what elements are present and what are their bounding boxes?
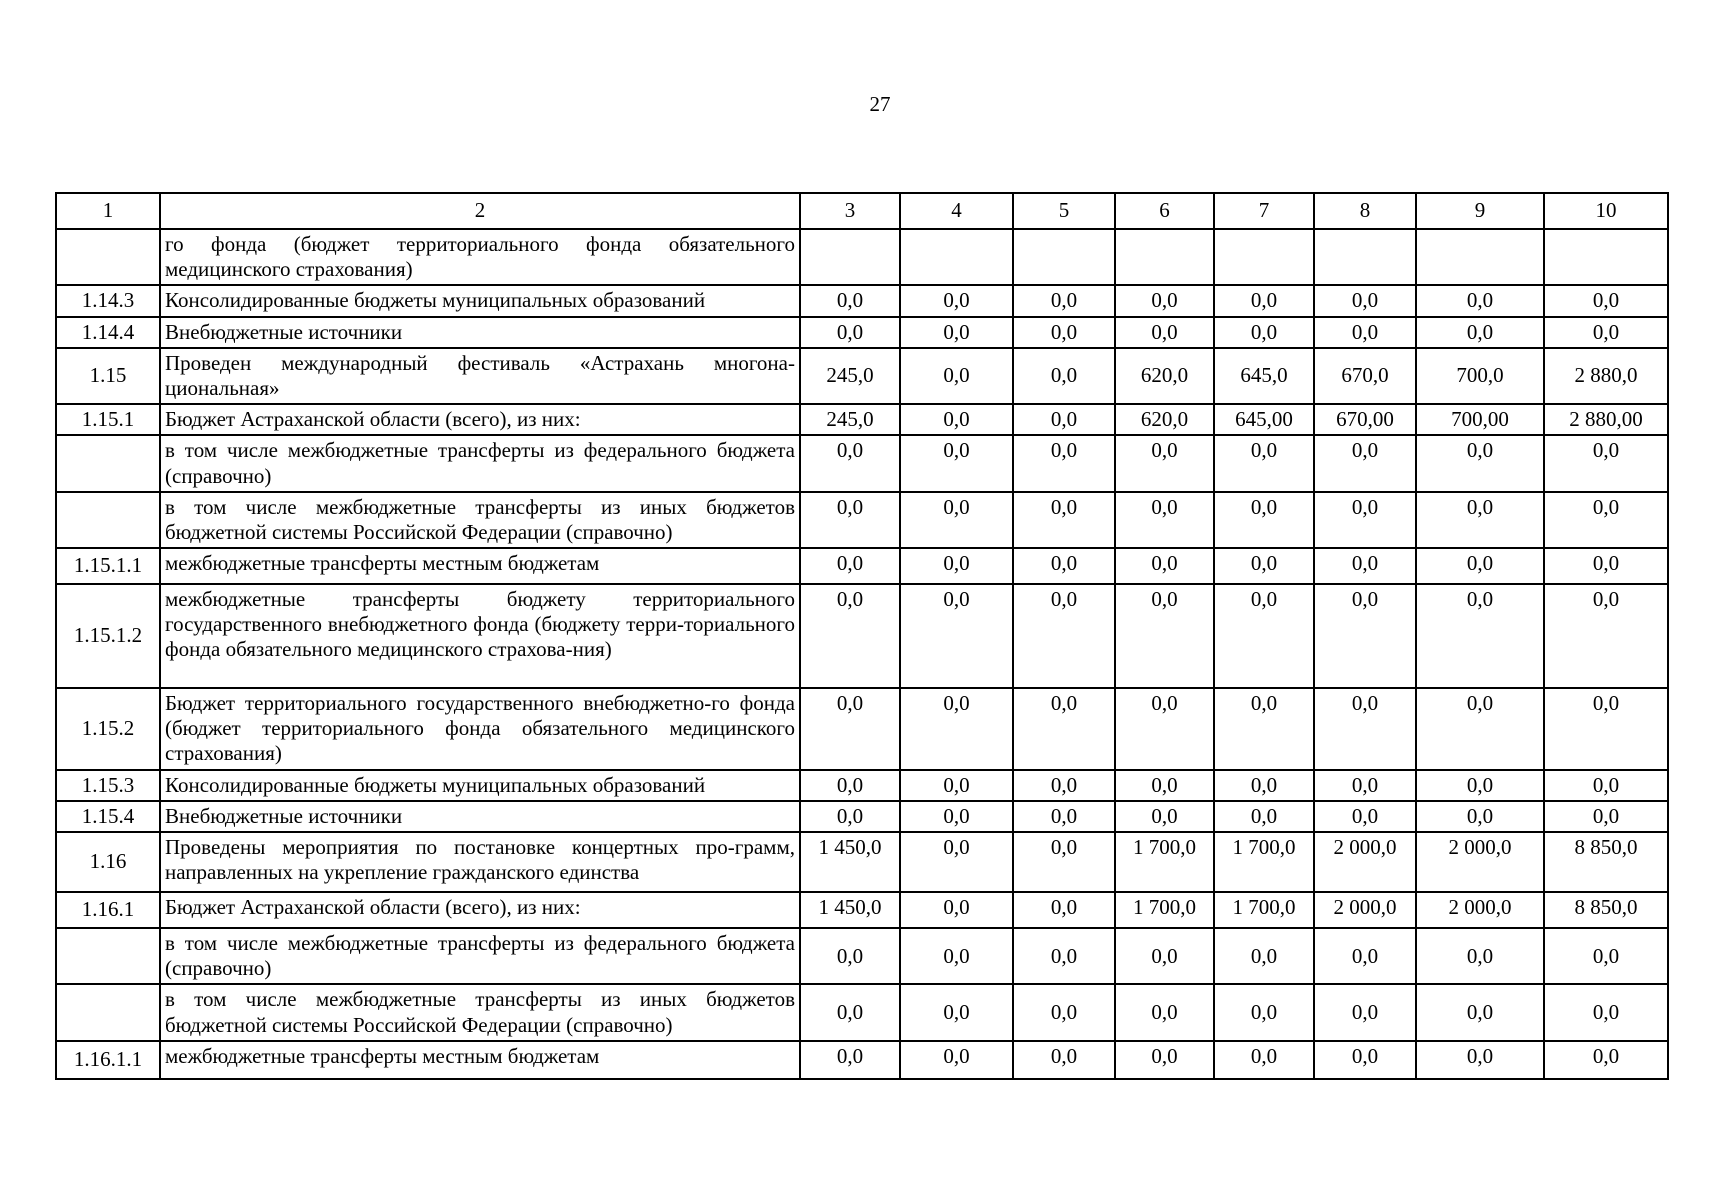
value-cell-col-7: 0,0 bbox=[1214, 984, 1314, 1040]
value-cell-col-7: 645,0 bbox=[1214, 348, 1314, 404]
value-cell-col-10: 0,0 bbox=[1544, 1041, 1668, 1079]
value-cell-col-9: 0,0 bbox=[1416, 770, 1544, 801]
value-cell-col-3: 0,0 bbox=[800, 492, 900, 548]
value-cell-col-7: 0,0 bbox=[1214, 770, 1314, 801]
row-name: в том числе межбюджетные трансферты из федерального бюджета (справочно) bbox=[160, 928, 800, 984]
row-name: межбюджетные трансферты бюджету территориального государственного внебюджетного фонда (бюджету терри-ториального фонда обязательного медицинского страхова-ния) bbox=[160, 584, 800, 688]
value-cell-col-3: 0,0 bbox=[800, 435, 900, 491]
budget-table-container bbox=[55, 192, 1667, 1080]
row-name: Консолидированные бюджеты муниципальных образований bbox=[160, 770, 800, 801]
value-cell-col-4: 0,0 bbox=[900, 801, 1013, 832]
value-cell-col-10: 0,0 bbox=[1544, 285, 1668, 316]
value-cell-col-6 bbox=[1115, 229, 1214, 285]
value-cell-col-10 bbox=[1544, 229, 1668, 285]
value-cell-col-9: 0,0 bbox=[1416, 984, 1544, 1040]
value-cell-col-7: 0,0 bbox=[1214, 928, 1314, 984]
table-row bbox=[56, 348, 1668, 404]
row-code: 1.15.4 bbox=[56, 801, 160, 832]
value-cell-col-5: 0,0 bbox=[1013, 435, 1115, 491]
value-cell-col-5: 0,0 bbox=[1013, 492, 1115, 548]
value-cell-col-8: 0,0 bbox=[1314, 770, 1416, 801]
value-cell-col-10: 8 850,0 bbox=[1544, 892, 1668, 928]
page-number: 27 bbox=[869, 92, 891, 116]
value-cell-col-8: 0,0 bbox=[1314, 688, 1416, 770]
value-cell-col-9: 0,0 bbox=[1416, 548, 1544, 584]
value-cell-col-8: 0,0 bbox=[1314, 984, 1416, 1040]
value-cell-col-3: 0,0 bbox=[800, 770, 900, 801]
value-cell-col-9: 0,0 bbox=[1416, 435, 1544, 491]
value-cell-col-6: 0,0 bbox=[1115, 801, 1214, 832]
value-cell-col-3: 0,0 bbox=[800, 688, 900, 770]
value-cell-col-8 bbox=[1314, 229, 1416, 285]
value-cell-col-5: 0,0 bbox=[1013, 317, 1115, 348]
value-cell-col-8: 2 000,0 bbox=[1314, 892, 1416, 928]
value-cell-col-10: 0,0 bbox=[1544, 688, 1668, 770]
value-cell-col-6: 620,0 bbox=[1115, 404, 1214, 435]
table-row bbox=[56, 285, 1668, 316]
row-name: межбюджетные трансферты местным бюджетам bbox=[160, 1041, 800, 1079]
row-code: 1.14.4 bbox=[56, 317, 160, 348]
value-cell-col-5: 0,0 bbox=[1013, 548, 1115, 584]
value-cell-col-8: 0,0 bbox=[1314, 548, 1416, 584]
value-cell-col-3: 0,0 bbox=[800, 548, 900, 584]
value-cell-col-9: 0,0 bbox=[1416, 285, 1544, 316]
value-cell-col-6: 0,0 bbox=[1115, 548, 1214, 584]
value-cell-col-9 bbox=[1416, 229, 1544, 285]
value-cell-col-6: 1 700,0 bbox=[1115, 892, 1214, 928]
table-row bbox=[56, 317, 1668, 348]
value-cell-col-7: 0,0 bbox=[1214, 801, 1314, 832]
value-cell-col-8: 2 000,0 bbox=[1314, 832, 1416, 892]
value-cell-col-3: 245,0 bbox=[800, 348, 900, 404]
table-row bbox=[56, 801, 1668, 832]
column-header-8: 8 bbox=[1314, 193, 1416, 229]
value-cell-col-6: 0,0 bbox=[1115, 317, 1214, 348]
table-row bbox=[56, 435, 1668, 491]
value-cell-col-7: 0,0 bbox=[1214, 688, 1314, 770]
header-row bbox=[56, 193, 1668, 229]
value-cell-col-4: 0,0 bbox=[900, 548, 1013, 584]
value-cell-col-7: 0,0 bbox=[1214, 435, 1314, 491]
row-code: 1.15.1.1 bbox=[56, 548, 160, 584]
value-cell-col-9: 2 000,0 bbox=[1416, 892, 1544, 928]
value-cell-col-9: 700,00 bbox=[1416, 404, 1544, 435]
table-row bbox=[56, 548, 1668, 584]
value-cell-col-4: 0,0 bbox=[900, 928, 1013, 984]
row-code bbox=[56, 928, 160, 984]
value-cell-col-8: 0,0 bbox=[1314, 317, 1416, 348]
column-header-6: 6 bbox=[1115, 193, 1214, 229]
row-name: Проведен международный фестиваль «Астрахань многона-циональная» bbox=[160, 348, 800, 404]
table-body bbox=[56, 229, 1668, 1079]
row-code: 1.15.1.2 bbox=[56, 584, 160, 688]
value-cell-col-7 bbox=[1214, 229, 1314, 285]
value-cell-col-9: 0,0 bbox=[1416, 584, 1544, 688]
value-cell-col-3: 0,0 bbox=[800, 1041, 900, 1079]
column-header-10: 10 bbox=[1544, 193, 1668, 229]
value-cell-col-4: 0,0 bbox=[900, 984, 1013, 1040]
value-cell-col-3: 1 450,0 bbox=[800, 892, 900, 928]
value-cell-col-7: 1 700,0 bbox=[1214, 832, 1314, 892]
row-name: в том числе межбюджетные трансферты из иных бюджетов бюджетной системы Российской Федерации (справочно) bbox=[160, 492, 800, 548]
value-cell-col-6: 0,0 bbox=[1115, 492, 1214, 548]
value-cell-col-4: 0,0 bbox=[900, 317, 1013, 348]
value-cell-col-3: 0,0 bbox=[800, 984, 900, 1040]
value-cell-col-5: 0,0 bbox=[1013, 892, 1115, 928]
value-cell-col-10: 0,0 bbox=[1544, 928, 1668, 984]
value-cell-col-10: 2 880,0 bbox=[1544, 348, 1668, 404]
value-cell-col-4: 0,0 bbox=[900, 404, 1013, 435]
value-cell-col-5 bbox=[1013, 229, 1115, 285]
value-cell-col-7: 1 700,0 bbox=[1214, 892, 1314, 928]
row-name: межбюджетные трансферты местным бюджетам bbox=[160, 548, 800, 584]
table-row bbox=[56, 928, 1668, 984]
table-row bbox=[56, 832, 1668, 892]
column-header-7: 7 bbox=[1214, 193, 1314, 229]
value-cell-col-8: 0,0 bbox=[1314, 584, 1416, 688]
value-cell-col-7: 0,0 bbox=[1214, 584, 1314, 688]
value-cell-col-5: 0,0 bbox=[1013, 688, 1115, 770]
row-name: Бюджет Астраханской области (всего), из них: bbox=[160, 892, 800, 928]
value-cell-col-10: 0,0 bbox=[1544, 548, 1668, 584]
table-row bbox=[56, 770, 1668, 801]
table-row bbox=[56, 1041, 1668, 1079]
value-cell-col-9: 0,0 bbox=[1416, 688, 1544, 770]
value-cell-col-5: 0,0 bbox=[1013, 584, 1115, 688]
column-header-5: 5 bbox=[1013, 193, 1115, 229]
value-cell-col-5: 0,0 bbox=[1013, 404, 1115, 435]
value-cell-col-5: 0,0 bbox=[1013, 1041, 1115, 1079]
row-name: Внебюджетные источники bbox=[160, 801, 800, 832]
row-code: 1.15.1 bbox=[56, 404, 160, 435]
row-code: 1.16.1.1 bbox=[56, 1041, 160, 1079]
value-cell-col-7: 0,0 bbox=[1214, 1041, 1314, 1079]
value-cell-col-9: 2 000,0 bbox=[1416, 832, 1544, 892]
value-cell-col-4: 0,0 bbox=[900, 832, 1013, 892]
value-cell-col-7: 0,0 bbox=[1214, 492, 1314, 548]
value-cell-col-6: 1 700,0 bbox=[1115, 832, 1214, 892]
value-cell-col-3: 1 450,0 bbox=[800, 832, 900, 892]
value-cell-col-5: 0,0 bbox=[1013, 928, 1115, 984]
value-cell-col-10: 0,0 bbox=[1544, 984, 1668, 1040]
value-cell-col-6: 0,0 bbox=[1115, 770, 1214, 801]
value-cell-col-10: 0,0 bbox=[1544, 435, 1668, 491]
value-cell-col-4: 0,0 bbox=[900, 348, 1013, 404]
table-row bbox=[56, 584, 1668, 688]
row-code bbox=[56, 435, 160, 491]
value-cell-col-9: 0,0 bbox=[1416, 492, 1544, 548]
value-cell-col-6: 0,0 bbox=[1115, 984, 1214, 1040]
row-name: Внебюджетные источники bbox=[160, 317, 800, 348]
value-cell-col-9: 0,0 bbox=[1416, 928, 1544, 984]
row-name: в том числе межбюджетные трансферты из иных бюджетов бюджетной системы Российской Федерации (справочно) bbox=[160, 984, 800, 1040]
value-cell-col-10: 2 880,00 bbox=[1544, 404, 1668, 435]
value-cell-col-10: 0,0 bbox=[1544, 584, 1668, 688]
value-cell-col-9: 0,0 bbox=[1416, 801, 1544, 832]
value-cell-col-6: 0,0 bbox=[1115, 1041, 1214, 1079]
value-cell-col-4: 0,0 bbox=[900, 1041, 1013, 1079]
column-header-2: 2 bbox=[160, 193, 800, 229]
value-cell-col-4: 0,0 bbox=[900, 492, 1013, 548]
table-row bbox=[56, 404, 1668, 435]
row-name: Бюджет Астраханской области (всего), из них: bbox=[160, 404, 800, 435]
table-row bbox=[56, 892, 1668, 928]
value-cell-col-9: 0,0 bbox=[1416, 1041, 1544, 1079]
row-code bbox=[56, 492, 160, 548]
value-cell-col-4: 0,0 bbox=[900, 435, 1013, 491]
value-cell-col-3: 0,0 bbox=[800, 584, 900, 688]
value-cell-col-6: 0,0 bbox=[1115, 285, 1214, 316]
value-cell-col-3: 0,0 bbox=[800, 285, 900, 316]
value-cell-col-5: 0,0 bbox=[1013, 285, 1115, 316]
value-cell-col-7: 0,0 bbox=[1214, 317, 1314, 348]
value-cell-col-5: 0,0 bbox=[1013, 348, 1115, 404]
value-cell-col-6: 0,0 bbox=[1115, 688, 1214, 770]
value-cell-col-5: 0,0 bbox=[1013, 832, 1115, 892]
value-cell-col-10: 0,0 bbox=[1544, 492, 1668, 548]
row-code: 1.16 bbox=[56, 832, 160, 892]
value-cell-col-7: 0,0 bbox=[1214, 548, 1314, 584]
value-cell-col-4: 0,0 bbox=[900, 584, 1013, 688]
value-cell-col-6: 0,0 bbox=[1115, 435, 1214, 491]
table-row bbox=[56, 229, 1668, 285]
value-cell-col-4: 0,0 bbox=[900, 770, 1013, 801]
value-cell-col-3: 0,0 bbox=[800, 317, 900, 348]
value-cell-col-5: 0,0 bbox=[1013, 770, 1115, 801]
value-cell-col-8: 0,0 bbox=[1314, 435, 1416, 491]
value-cell-col-8: 0,0 bbox=[1314, 928, 1416, 984]
value-cell-col-5: 0,0 bbox=[1013, 801, 1115, 832]
value-cell-col-6: 0,0 bbox=[1115, 928, 1214, 984]
value-cell-col-8: 0,0 bbox=[1314, 1041, 1416, 1079]
row-code: 1.15 bbox=[56, 348, 160, 404]
value-cell-col-6: 0,0 bbox=[1115, 584, 1214, 688]
row-code: 1.14.3 bbox=[56, 285, 160, 316]
value-cell-col-10: 0,0 bbox=[1544, 317, 1668, 348]
value-cell-col-3: 0,0 bbox=[800, 801, 900, 832]
value-cell-col-9: 0,0 bbox=[1416, 317, 1544, 348]
value-cell-col-4: 0,0 bbox=[900, 285, 1013, 316]
column-header-9: 9 bbox=[1416, 193, 1544, 229]
row-name: Бюджет территориального государственного внебюджетно-го фонда (бюджет территориального фонда обязательного медицинского страхования) bbox=[160, 688, 800, 770]
table-row bbox=[56, 984, 1668, 1040]
value-cell-col-5: 0,0 bbox=[1013, 984, 1115, 1040]
budget-table bbox=[55, 192, 1669, 1080]
row-name: в том числе межбюджетные трансферты из федерального бюджета (справочно) bbox=[160, 435, 800, 491]
row-name: го фонда (бюджет территориального фонда обязательного медицинского страхования) bbox=[160, 229, 800, 285]
value-cell-col-10: 0,0 bbox=[1544, 770, 1668, 801]
column-header-4: 4 bbox=[900, 193, 1013, 229]
value-cell-col-4: 0,0 bbox=[900, 892, 1013, 928]
row-code: 1.15.2 bbox=[56, 688, 160, 770]
value-cell-col-4: 0,0 bbox=[900, 688, 1013, 770]
value-cell-col-10: 0,0 bbox=[1544, 801, 1668, 832]
value-cell-col-3: 0,0 bbox=[800, 928, 900, 984]
table-row bbox=[56, 688, 1668, 770]
row-code: 1.15.3 bbox=[56, 770, 160, 801]
value-cell-col-3: 245,0 bbox=[800, 404, 900, 435]
value-cell-col-8: 670,0 bbox=[1314, 348, 1416, 404]
value-cell-col-9: 700,0 bbox=[1416, 348, 1544, 404]
value-cell-col-8: 0,0 bbox=[1314, 801, 1416, 832]
column-header-3: 3 bbox=[800, 193, 900, 229]
value-cell-col-8: 0,0 bbox=[1314, 492, 1416, 548]
value-cell-col-10: 8 850,0 bbox=[1544, 832, 1668, 892]
value-cell-col-8: 0,0 bbox=[1314, 285, 1416, 316]
value-cell-col-8: 670,00 bbox=[1314, 404, 1416, 435]
row-code bbox=[56, 984, 160, 1040]
column-header-1: 1 bbox=[56, 193, 160, 229]
table-row bbox=[56, 492, 1668, 548]
value-cell-col-7: 645,00 bbox=[1214, 404, 1314, 435]
value-cell-col-4 bbox=[900, 229, 1013, 285]
row-code: 1.16.1 bbox=[56, 892, 160, 928]
value-cell-col-3 bbox=[800, 229, 900, 285]
row-code bbox=[56, 229, 160, 285]
row-name: Проведены мероприятия по постановке концертных про-грамм, направленных на укрепление гражданского единства bbox=[160, 832, 800, 892]
row-name: Консолидированные бюджеты муниципальных образований bbox=[160, 285, 800, 316]
value-cell-col-6: 620,0 bbox=[1115, 348, 1214, 404]
value-cell-col-7: 0,0 bbox=[1214, 285, 1314, 316]
